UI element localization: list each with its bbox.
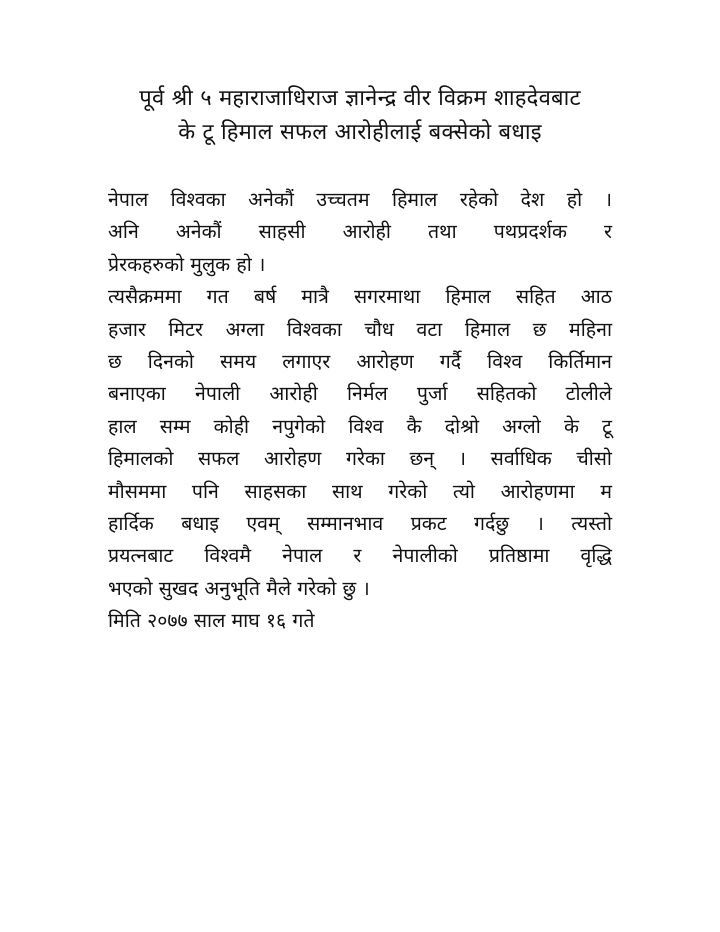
body-line: छ दिनको समय लगाएर आरोहण गर्दै विश्व किर्तिमान xyxy=(108,350,612,374)
body-line: त्यसैक्रममा गत बर्ष मात्रै सगरमाथा हिमाल सहित आठ xyxy=(108,285,612,309)
document-body xyxy=(108,184,612,638)
body-line: नेपाल विश्वका अनेकौं उच्चतम हिमाल रहेको देश हो । xyxy=(108,188,612,211)
body-line: प्रयत्नबाट विश्वमै नेपाल र नेपालीको प्रतिष्ठामा वृद्धि xyxy=(108,544,612,568)
date-line: मिति २०७७ साल माघ १६ गते xyxy=(108,609,315,633)
body-line: बनाएका नेपाली आरोही निर्मल पुर्जा सहितको टोलीले xyxy=(108,382,612,406)
body-line: हजार मिटर अग्ला विश्वका चौध वटा हिमाल छ महिना xyxy=(108,317,612,341)
body-line: मौसममा पनि साहसका साथ गरेको त्यो आरोहणमा म xyxy=(108,479,612,503)
document-title xyxy=(60,82,660,150)
body-line: अनि अनेकौं साहसी आरोही तथा पथप्रदर्शक र xyxy=(108,220,612,244)
title-line-2: के टू हिमाल सफल आरोहीलाई बक्सेको बधाइ xyxy=(178,120,542,145)
body-line: प्रेरकहरुको मुलुक हो । xyxy=(108,252,266,276)
body-line: हिमालको सफल आरोहण गरेका छन् । सर्वाधिक चीसो xyxy=(108,447,612,471)
body-line: हाल सम्म कोही नपुगेको विश्व कै दोश्रो अग्लो के टू xyxy=(108,414,612,438)
body-line: हार्दिक बधाइ एवम् सम्मानभाव प्रकट गर्दछु । त्यस्तो xyxy=(108,512,612,536)
title-line-1: पूर्व श्री ५ महाराजाधिराज ज्ञानेन्द्र वीर विक्रम शाहदेवबाट xyxy=(139,86,581,111)
body-line: भएको सुखद अनुभूति मैले गरेको छु । xyxy=(108,576,370,600)
